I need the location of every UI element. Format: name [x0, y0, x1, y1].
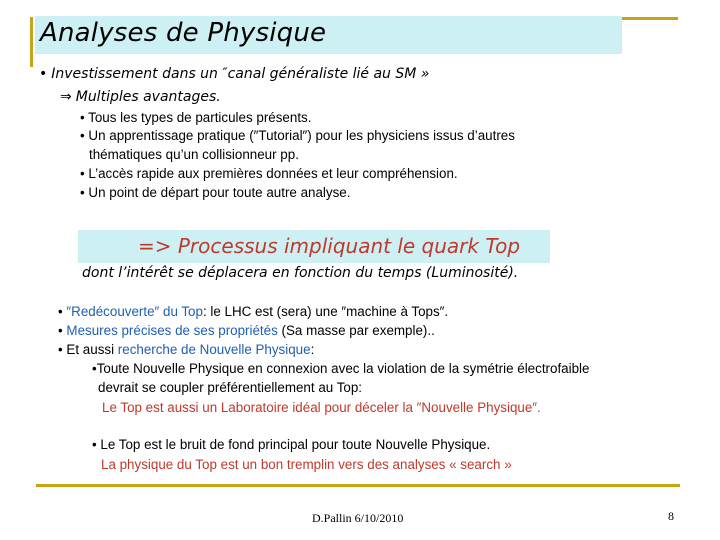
implies-arrow-icon: ⇒ — [60, 89, 72, 105]
background-line-1: • Le Top est le bruit de fond principal pour toute Nouvelle Physique. — [92, 437, 491, 452]
lead-bullet-2: ⇒ Multiples avantages. — [60, 89, 221, 105]
slide-title: Analyses de Physique — [40, 18, 327, 48]
background-line-2: La physique du Top est un bon tremplin vers des analyses « search » — [101, 457, 512, 472]
round-bullet-icon: • — [39, 66, 48, 82]
bottom-accent-line — [36, 484, 680, 487]
point-rediscovery: • ″Redécouverte″ du Top: le LHC est (sera) une ″machine à Tops″. — [58, 304, 449, 319]
point-new-physics: • Et aussi recherche de Nouvelle Physique: — [58, 342, 315, 357]
advantage-item: • Un apprentissage pratique (″Tutorial″) pour les physiciens issus d’autres — [80, 128, 515, 143]
highlight-subtitle: dont l’intérêt se déplacera en fonction du temps (Luminosité). — [82, 265, 519, 281]
new-physics-line-2: devrait se coupler préférentiellement au Top: — [98, 380, 362, 395]
new-physics-line-1: •Toute Nouvelle Physique en connexion avec la violation de la symétrie électrofaible — [92, 361, 590, 376]
left-accent-bar — [30, 17, 33, 67]
advantage-item: • Tous les types de particules présents. — [80, 110, 312, 125]
new-physics-line-3: Le Top est aussi un Laboratoire idéal pour déceler la ″Nouvelle Physique″. — [102, 400, 541, 415]
advantage-item: thématiques qu’un collisionneur pp. — [89, 147, 299, 162]
advantage-item: • Un point de départ pour toute autre analyse. — [80, 185, 351, 200]
page-number: 8 — [668, 509, 674, 523]
top-accent-line — [620, 17, 678, 20]
lead-bullet-1: • Investissement dans un ″canal généraliste lié au SM » — [39, 66, 430, 82]
point-measurements: • Mesures précises de ses propriétés (Sa masse par exemple).. — [58, 323, 435, 338]
footer-author-date: D.Pallin 6/10/2010 — [312, 511, 404, 525]
highlight-heading: => Processus impliquant le quark Top — [138, 234, 521, 258]
advantage-item: • L’accès rapide aux premières données et leur compréhension. — [80, 166, 458, 181]
